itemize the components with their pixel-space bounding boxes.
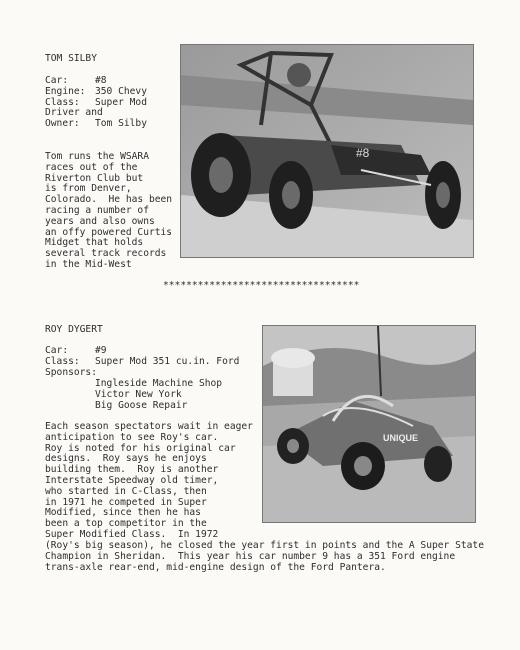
driver2-bio-narrow	[45, 422, 253, 541]
bio-line: (Roy's big season), he closed the year first in points and the A Super State	[45, 540, 484, 551]
car-number-on-photo: #8	[356, 146, 370, 160]
driver2-specs	[45, 346, 239, 378]
sponsor-item: Victor New York	[95, 388, 182, 400]
bio-line: Riverton Club but	[45, 172, 144, 184]
bio-line: Tom runs the WSARA	[45, 151, 149, 162]
bio-line: is from Denver,	[45, 183, 132, 195]
bio-line: anticipation to see Roy's car.	[45, 431, 219, 443]
bio-line: designs. Roy says he enjoys	[45, 453, 207, 465]
class-label: Class:	[45, 355, 80, 367]
driver2-car-photo	[262, 325, 476, 523]
driver-and-label: Driver and	[45, 107, 103, 119]
bio-line: Roy is noted for his original car	[45, 442, 236, 454]
bio-line: Interstate Speedway old timer,	[45, 474, 219, 486]
bio-line: who started in C-Class, then	[45, 485, 207, 497]
engine-value: 350 Chevy	[95, 85, 147, 97]
bio-line: Champion in Sheridan. This year his car number 9 has a 351 Ford engine	[45, 550, 456, 562]
bio-line: an offy powered Curtis	[45, 226, 173, 238]
car-lettering: UNIQUE	[383, 433, 419, 443]
sponsor-item: Ingleside Machine Shop	[95, 378, 223, 389]
bio-line: racing a number of	[45, 204, 149, 216]
driver1-bio	[45, 152, 172, 271]
driver2-name: ROY DYGERT	[45, 324, 103, 335]
bio-line: building them. Roy is another	[45, 464, 219, 476]
section-divider: **********************************	[163, 280, 360, 291]
sponsors-label: Sponsors:	[45, 366, 97, 378]
driver1-specs	[45, 76, 147, 130]
bio-line: Each season spectators wait in eager	[45, 421, 253, 432]
car-label: Car:	[45, 345, 69, 356]
class-value: Super Mod	[95, 96, 147, 108]
owner-value: Tom Silby	[95, 118, 147, 130]
bio-line: trans-axle rear-end, mid-engine design of the Ford Pantera.	[45, 561, 386, 573]
bio-line: been a top competitor in the	[45, 518, 207, 530]
sponsor-list	[95, 379, 222, 411]
car-label: Car:	[45, 75, 69, 86]
bio-line: Midget that holds	[45, 237, 144, 249]
sponsor-item: Big Goose Repair	[95, 399, 188, 411]
bio-line: several track records	[45, 248, 167, 260]
bio-line: Super Modified Class. In 1972	[45, 528, 219, 540]
car-number: #8	[95, 75, 107, 86]
bio-line: races out of the	[45, 161, 138, 173]
car-number: #9	[95, 345, 107, 356]
class-value: Super Mod 351 cu.in. Ford	[95, 355, 240, 367]
driver1-car-photo	[180, 44, 474, 258]
bio-line: Colorado. He has been	[45, 194, 173, 206]
owner-label: Owner:	[45, 118, 80, 130]
class-label: Class:	[45, 96, 80, 108]
engine-label: Engine:	[45, 85, 86, 97]
driver2-bio-wide	[45, 541, 484, 573]
bio-line: in 1971 he competed in Super	[45, 496, 207, 508]
driver1-name: TOM SILBY	[45, 53, 97, 64]
bio-line: in the Mid-West	[45, 258, 132, 270]
bio-line: years and also owns	[45, 215, 155, 227]
bio-line: Modified, since then he has	[45, 507, 201, 519]
